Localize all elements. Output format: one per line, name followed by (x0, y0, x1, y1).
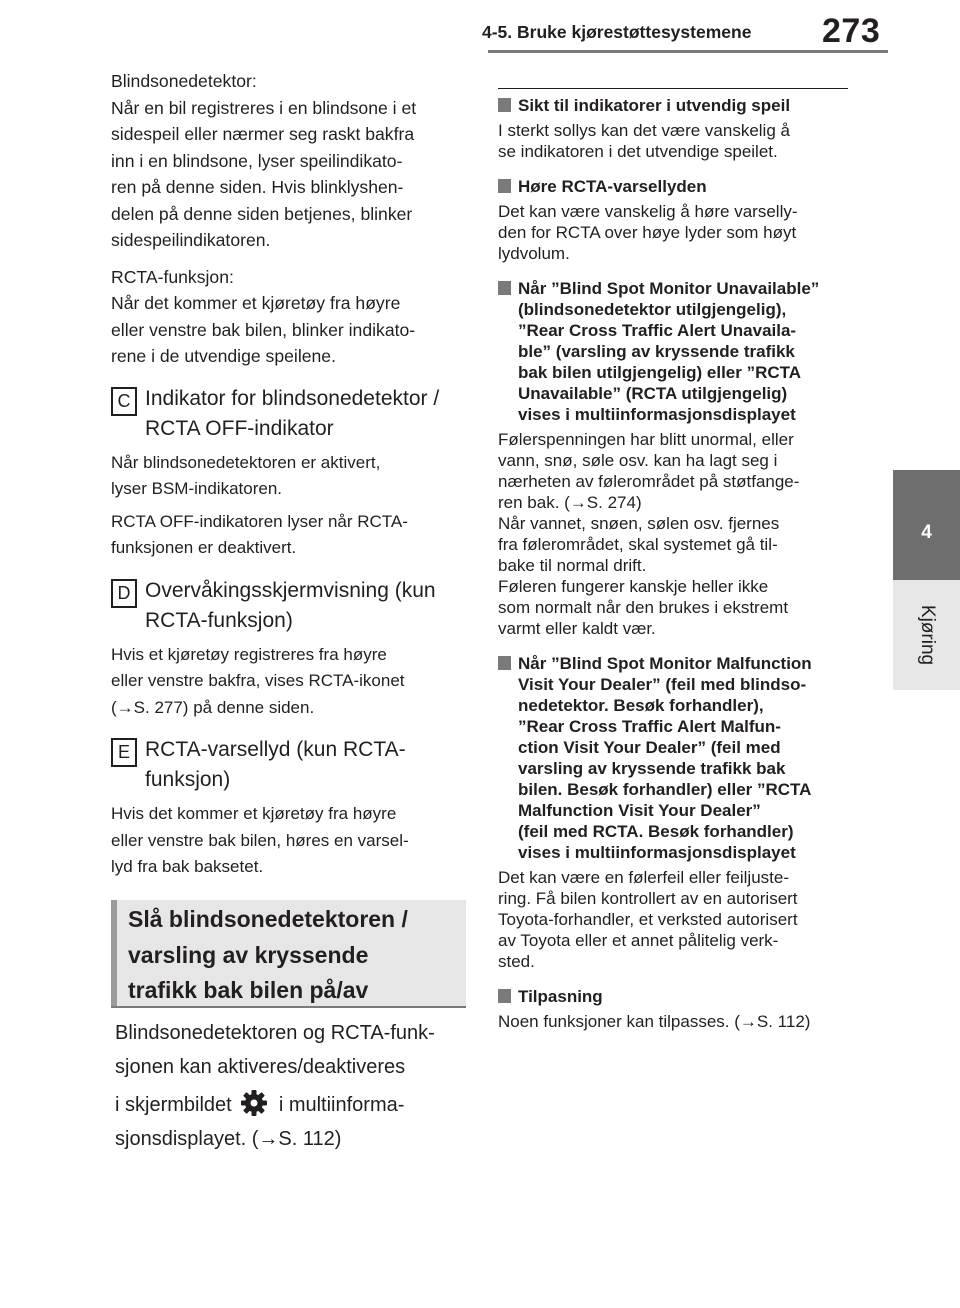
subheading-line: Unavailable” (RCTA utilgjengelig) (518, 384, 788, 403)
subheading-line: ”Rear Cross Traffic Alert Unavaila- (518, 321, 797, 340)
subheading (498, 278, 856, 425)
chapter-label-container (893, 580, 960, 690)
section-title: 4-5. Bruke kjørestøttesystemene (482, 22, 752, 42)
rcta-line: RCTA-funksjon: (111, 266, 234, 287)
rcta-line: Når det kommer et kjøretøy fra høyre (111, 293, 401, 313)
rcta-line: rene i de utvendige speilene. (111, 346, 336, 366)
item-d-title (111, 576, 467, 636)
rcta-line: eller venstre bak bilen, blinker indikato- (111, 319, 416, 340)
chapter-label: Kjøring (916, 604, 938, 666)
intro-line: inn i en blindsone, lyser speilindikato- (111, 150, 403, 171)
subheading-line: ”Rear Cross Traffic Alert Malfun- (518, 717, 781, 736)
subsection-body (498, 867, 856, 972)
body-line: ren bak. (→S. 274) (498, 493, 642, 512)
body-line: sjonen kan aktiveres/deaktiveres (115, 1056, 406, 1078)
item-c-paragraph (111, 450, 467, 503)
item-line: Hvis det kommer et kjøretøy fra høyre (111, 804, 397, 823)
body-line: Blindsonedetektoren og RCTA-funk- (115, 1022, 435, 1044)
heading-line: Slå blindsonedetektoren / (128, 906, 408, 932)
square-bullet-icon (498, 989, 511, 1003)
subheading (498, 653, 856, 863)
item-title-line: RCTA OFF-indikator (145, 416, 334, 440)
body-line: den for RCTA over høye lyder som høyt (498, 223, 797, 242)
section-heading (111, 900, 466, 1008)
body-line: se indikatoren i det utvendige speilet. (498, 142, 778, 161)
body-line: Noen funksjoner kan tilpasses. (→S. 112) (498, 1012, 811, 1031)
item-title-line: Overvåkingsskjermvisning (kun (145, 578, 436, 602)
subheading-line: (feil med RCTA. Besøk forhandler) (518, 822, 794, 841)
item-line: lyd fra bak baksetet. (111, 857, 264, 876)
body-line: Toyota-forhandler, et verksted autorisert (498, 910, 798, 929)
chapter-number: 4 (921, 522, 932, 543)
subheading-line: varsling av kryssende trafikk bak (518, 759, 786, 778)
intro-paragraph (111, 68, 467, 254)
item-line: Når blindsonedetektoren er aktivert, (111, 452, 381, 472)
subheading (498, 986, 856, 1007)
intro-line: sidespeilindikatoren. (111, 230, 271, 250)
square-bullet-icon (498, 98, 511, 112)
subsection-body (498, 429, 856, 639)
body-line: nærheten av følerområdet på støtfange- (498, 472, 800, 491)
page-number: 273 (822, 12, 881, 50)
subheading-line: ble” (varsling av kryssende trafikk (518, 342, 795, 361)
intro-line: sidespeil eller nærmer seg raskt bakfra (111, 124, 415, 144)
subheading-line: Tilpasning (518, 987, 603, 1006)
left-column (111, 68, 467, 887)
label-c-box: C (111, 387, 137, 416)
body-line: lydvolum. (498, 244, 570, 263)
intro-line: Når en bil registreres i en blindsone i et (111, 97, 417, 118)
subheading-line: Når ”Blind Spot Monitor Unavailable” (518, 279, 820, 298)
body-line: vann, snø, søle osv. kan ha lagt seg i (498, 451, 778, 470)
header-rule (488, 50, 888, 53)
subheading-line: Høre RCTA-varsellyden (518, 177, 707, 196)
subheading-line: ction Visit Your Dealer” (feil med (518, 738, 781, 757)
heading-line: trafikk bak bilen på/av (128, 977, 369, 1003)
item-line: Hvis et kjøretøy registreres fra høyre (111, 644, 387, 664)
body-line: ring. Få bilen kontrollert av en autorisert (498, 889, 798, 908)
subheading-line: nedetektor. Besøk forhandler), (518, 696, 764, 715)
body-line: I sterkt sollys kan det være vanskelig å (498, 121, 790, 140)
item-title-line: Indikator for blindsonedetektor / (145, 386, 440, 410)
section-heading-text (128, 902, 408, 1009)
item-c-paragraph (111, 509, 467, 562)
subsection-body (498, 120, 856, 162)
body-line: Følerspenningen har blitt unormal, eller (498, 430, 794, 449)
column-rule (498, 88, 848, 89)
chapter-tab (893, 470, 960, 580)
body-line-with-icon (115, 1088, 471, 1122)
body-line: Føleren fungerer kanskje heller ikke (498, 577, 769, 596)
subheading-line: (blindsonedetektor utilgjengelig), (518, 300, 787, 319)
item-line: lyser BSM-indikatoren. (111, 479, 283, 498)
square-bullet-icon (498, 281, 511, 295)
body-line: sted. (498, 952, 535, 971)
item-line: (→S. 277) på denne siden. (111, 697, 315, 717)
subheading-line: Malfunction Visit Your Dealer” (518, 801, 761, 820)
square-bullet-icon (498, 656, 511, 670)
item-title-line: RCTA-varsellyd (kun RCTA- (145, 738, 406, 761)
subheading-line: Sikt til indikatorer i utvendig speil (518, 96, 791, 115)
body-line: som normalt når den brukes i ekstremt (498, 598, 789, 617)
subheading-line: bilen. Besøk forhandler) eller ”RCTA (518, 780, 812, 799)
item-d-paragraph (111, 642, 467, 722)
rcta-paragraph (111, 264, 467, 370)
body-line: av Toyota eller et annet pålitelig verk- (498, 931, 779, 950)
item-line: funksjonen er deaktivert. (111, 538, 297, 557)
item-line: eller venstre bak bilen, høres en varsel- (111, 830, 409, 850)
right-column (498, 88, 856, 1040)
intro-line: ren på denne siden. Hvis blinklyshen- (111, 177, 404, 197)
item-title-line: funksjon) (145, 768, 231, 791)
label-d-box: D (111, 579, 137, 608)
body-line: Det kan være vanskelig å høre varselly- (498, 202, 798, 221)
label-e-box: E (111, 738, 137, 767)
subsection-body (498, 201, 856, 264)
subheading-line: vises i multiinformasjonsdisplayet (518, 405, 796, 424)
heading-line: varsling av kryssende (128, 941, 369, 968)
body-line: varmt eller kaldt vær. (498, 619, 656, 638)
square-bullet-icon (498, 179, 511, 193)
subheading (498, 176, 856, 197)
intro-line: delen på denne siden betjenes, blinker (111, 203, 413, 224)
item-line: eller venstre bakfra, vises RCTA-ikonet (111, 671, 405, 690)
subheading-line: bak bilen utilgjengelig) eller ”RCTA (518, 363, 802, 382)
item-c-title (111, 384, 467, 444)
subheading-line: vises i multiinformasjonsdisplayet (518, 843, 796, 862)
body-line: Når vannet, snøen, sølen osv. fjernes (498, 514, 780, 533)
body-line: Det kan være en følerfeil eller feiljuste- (498, 868, 790, 887)
item-e-paragraph (111, 801, 467, 881)
item-line: RCTA OFF-indikatoren lyser når RCTA- (111, 511, 408, 531)
gear-icon (240, 1089, 268, 1117)
body-text: i multiinforma- (278, 1094, 405, 1116)
intro-line: Blindsonedetektor: (111, 71, 257, 91)
body-line: bake til normal drift. (498, 556, 647, 575)
subheading (498, 95, 856, 116)
body-line: sjonsdisplayet. (→S. 112) (115, 1128, 342, 1150)
item-e-title (111, 735, 467, 795)
heading-accent (111, 900, 117, 1006)
subheading-line: Når ”Blind Spot Monitor Malfunction (518, 654, 812, 673)
item-title-line: RCTA-funksjon) (145, 608, 293, 632)
body-text: i skjermbildet (115, 1094, 232, 1116)
subheading-line: Visit Your Dealer” (feil med blindso- (518, 675, 807, 694)
heading-body (115, 1016, 471, 1156)
subsection-body (498, 1011, 856, 1032)
body-line: fra følerområdet, skal systemet gå til- (498, 535, 778, 554)
